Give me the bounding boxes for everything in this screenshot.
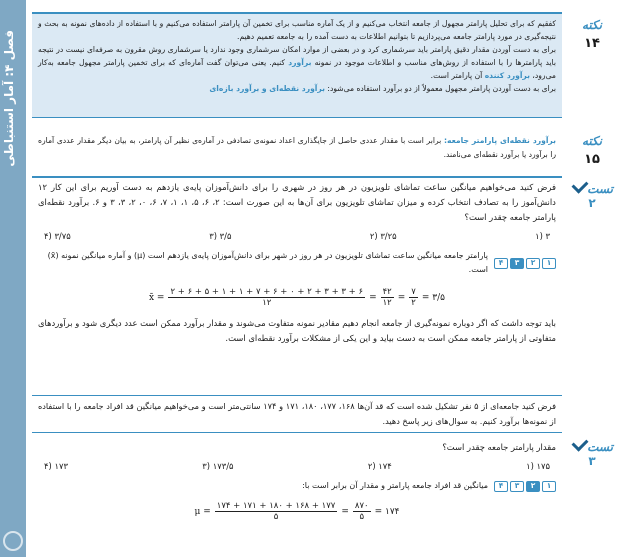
test3-option-3[interactable]: ۱۷۳/۵ (۳ bbox=[202, 461, 234, 471]
note15-text: برابر است با مقدار عددی حاصل از جایگذاری اعداد نمونه‌ی تصادفی در آماره‌ی نظیر آن پارامتر، به بیان دیگر مقدار عددی آماره را برآورد یا برآورد نقطه‌ای می‌نامند. bbox=[38, 136, 556, 159]
test2-answer-boxes bbox=[494, 258, 556, 269]
test2-remark: باید توجه داشت که اگر دوباره نمونه‌گیری از جامعه انجام دهیم مقادیر نمونه متفاوت می‌شوند و مقدار برآورد ممکن است عدد دیگری شود و برآوردهای متفاوتی از پارامتر جامعه ممکن است به دست بیاید و این یکی از مشکلات برآورد نقطه‌ای است. bbox=[38, 318, 556, 343]
test2-question: فرض کنید می‌خواهیم میانگین ساعت تماشای تلویزیون در هر روز در شهری را برای دانش‌آموزان پایه‌ی یازدهم به دست آوریم برای این کار ۱۲ دانش‌آموز را به تصادف انتخاب کرده و میزان تماشای تلویزیون برای آن‌ها به این صورت است: ۲، ۶، ۵، ۱، ۱، ۷، ۶، ۰، ۲، ۳، ۳ و ۶. برآورد نقطه‌ای پارامتر جامعه چقدر است؟ bbox=[38, 182, 556, 222]
test3-body bbox=[32, 440, 562, 522]
note15-body bbox=[32, 132, 562, 166]
test3-option-4[interactable]: ۱۷۳ (۴ bbox=[44, 461, 68, 471]
test3-options bbox=[38, 461, 556, 471]
test3-margin bbox=[566, 440, 618, 468]
test2-option-4[interactable]: ۳/۷۵ (۴ bbox=[44, 231, 71, 241]
note14-box bbox=[32, 12, 562, 118]
note15-margin bbox=[566, 134, 618, 167]
note14-margin bbox=[566, 18, 618, 51]
chapter-label: فصل ۴: آمار استنباطی bbox=[2, 30, 16, 167]
test3-option-1[interactable]: ۱۷۵ (۱ bbox=[526, 461, 550, 471]
note15-number: ۱۵ bbox=[584, 152, 600, 167]
test3-answer-row bbox=[38, 479, 556, 493]
test2-margin bbox=[566, 182, 618, 210]
answer-box-2: ۲ bbox=[526, 258, 540, 269]
answer-box-2-correct: ۲ bbox=[526, 481, 540, 492]
test2-option-2[interactable]: ۳/۲۵ (۲ bbox=[369, 231, 397, 241]
test3-answer-boxes bbox=[494, 481, 556, 492]
note14-paragraph3: برای به دست آوردن پارامتر مجهول معمولاً از دو برآورد استفاده می‌شود: برآورد نقطه‌ای و برآورد بازه‌ای bbox=[209, 84, 556, 93]
test3-answer-text: میانگین قد افراد جامعه پارامتر و مقدار آن برابر است با: bbox=[302, 481, 488, 490]
chapter-sidebar bbox=[0, 0, 26, 557]
test2-option-1[interactable]: ۳ (۱ bbox=[535, 231, 550, 241]
test2-body bbox=[32, 180, 562, 346]
intro-box: فرض کنید جامعه‌ای از ۵ نفر تشکیل شده است که قد آن‌ها ۱۶۸، ۱۷۷، ۱۸۰، ۱۷۱ و ۱۷۴ سانتی‌متر است و می‌خواهیم میانگین قد افراد جامعه را با استفاده از نمونه‌ها برآورد کنیم. به سوال‌های زیر پاسخ دهید. bbox=[32, 395, 562, 433]
answer-box-4: ۴ bbox=[494, 258, 508, 269]
test2-formula: x̄ = $\frac{۲ + ۶ + ۵ + ۱ + ۱ + ۷ + ۶ + ۰ + ۲ + ۳ + ۳ + ۶}{۱۲}$ = $\frac{۴۲}{۱۲}$ = $\frac{۷}{۲}$ = ۳/۵ bbox=[149, 287, 445, 308]
note15-title: برآورد نقطه‌ای پارامتر جامعه: bbox=[444, 136, 557, 145]
test3-number: ۳ bbox=[588, 454, 596, 468]
page-content bbox=[32, 0, 618, 557]
note14-paragraph1: کفقیم که برای تحلیل پارامتر مجهول از جامعه انتخاب می‌کنیم و از یک آماره مناسب برای تخمین آن پارامتر استفاده می‌کنیم و با استفاده از داده‌های نمونه به بحث و نتیجه‌گیری در مورد پارامتر جامعه می‌پردازیم تا بتوانیم اطلاعات به دست آمده را به جامعه تعمیم دهیم. bbox=[38, 19, 556, 41]
test2-answer-text: پارامتر جامعه میانگین ساعت تماشای تلویزیون در هر روز در شهر برای دانش‌آموزان پایه‌ی یازدهم است (μ) و آماره میانگین نمونه (x̄) است. bbox=[47, 251, 488, 274]
answer-box-4: ۴ bbox=[494, 481, 508, 492]
test3-formula: μ = $\frac{۱۷۴ + ۱۷۱ + ۱۸۰ + ۱۶۸ + ۱۷۷}{۵}$ = $\frac{۸۷۰}{۵}$ = ۱۷۴ bbox=[194, 501, 400, 522]
flourish-icon bbox=[3, 531, 23, 551]
answer-box-1: ۱ bbox=[542, 481, 556, 492]
test2-number: ۲ bbox=[588, 196, 596, 210]
test2-tag: تست bbox=[566, 182, 618, 196]
test2-options bbox=[38, 231, 556, 241]
answer-box-3-correct: ۳ bbox=[510, 258, 524, 269]
answer-box-3: ۳ bbox=[510, 481, 524, 492]
divider bbox=[32, 176, 562, 178]
test2-answer-row bbox=[38, 249, 556, 277]
note14-paragraph2: برای به دست آوردن مقدار دقیق پارامتر باید سرشماری کرد و در بعضی از موارد امکان سرشماری وجود ندارد یا سرشماری روش مقرون به صرفه‌ای نیست در نتیجه باید پارامترها را با استفاده از روش‌های مناسب و اطلاعات موجود در نمونه برآورد کنیم. یعنی می‌توان گفت آماره‌ای که برای تخمین پارامتر مجهول جامعه به‌کار می‌رود، برآورد کننده آن پارامتر است. bbox=[38, 45, 556, 80]
note14-tag: نکته bbox=[581, 18, 603, 32]
test3-option-2[interactable]: ۱۷۴ (۲ bbox=[367, 461, 392, 471]
answer-box-1: ۱ bbox=[542, 258, 556, 269]
test3-question: مقدار پارامتر جامعه چقدر است؟ bbox=[442, 442, 556, 452]
note14-number: ۱۴ bbox=[584, 36, 600, 51]
test3-tag: تست bbox=[566, 440, 618, 454]
test2-option-3[interactable]: ۳/۵ (۳ bbox=[209, 231, 232, 241]
note15-tag: نکته bbox=[581, 134, 603, 148]
